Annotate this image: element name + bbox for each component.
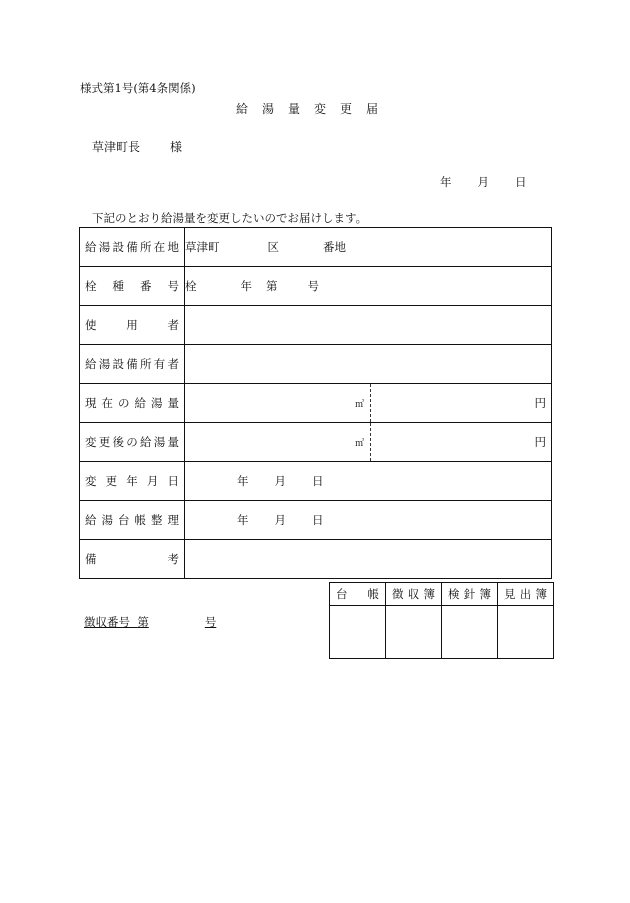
tap-number-field[interactable] [185,267,552,306]
receipt-number [84,614,216,630]
label-char: 台 [336,587,348,601]
tap-go: 号 [307,279,319,293]
label-char: 湯 [151,396,163,410]
table-row [80,384,552,423]
label-char: 給 [85,513,97,527]
label-char: 更 [105,474,118,488]
label-text [80,356,184,372]
label-text [80,239,184,255]
row-label [80,540,185,579]
location-field[interactable] [185,228,552,267]
receipt-prefix: 第 [137,615,149,629]
tap-dai: 第 [266,279,278,293]
stamp-header [386,583,442,606]
date-year: 年 [237,513,249,527]
label-char: 整 [151,513,163,527]
stamp-box-collection[interactable] [386,606,442,659]
label-char: 徴 [392,587,404,601]
label-char: 在 [101,396,113,410]
label-char: 給 [85,240,97,254]
stamp-box-meter[interactable] [442,606,498,659]
label-char: 収 [407,587,420,601]
label-char: 月 [146,474,159,488]
date-day: 日 [312,474,324,488]
table-row [80,423,552,462]
label-text [80,434,184,450]
label-char: 変 [85,474,97,488]
label-char: 現 [85,396,97,410]
table-row [80,228,552,267]
label-char: 給 [140,435,152,449]
label-char: 年 [126,474,138,488]
label-char: 帳 [134,513,146,527]
label-char: 考 [167,552,179,566]
label-char: 簿 [535,587,547,601]
label-char: の [126,435,138,449]
label-char: 所 [140,357,152,371]
table-row [80,345,552,384]
new-volume-field[interactable] [185,423,552,462]
table-row [80,462,552,501]
label-char: 号 [167,279,179,293]
label-char: 者 [167,357,179,371]
stamp-header [442,583,498,606]
tap-year: 年 [240,279,252,293]
honorific: 様 [170,140,183,154]
addressee [92,138,182,155]
row-label [80,501,185,540]
owner-field[interactable] [185,345,552,384]
label-char: 理 [167,513,179,527]
remarks-field[interactable] [185,540,552,579]
label-char: の [118,396,130,410]
user-field[interactable] [185,306,552,345]
row-label [80,345,185,384]
label-text [80,278,184,294]
row-label [80,384,185,423]
label-char: 備 [85,552,97,566]
document-title: 給湯量変更届 [236,102,393,116]
label-char: 設 [112,240,124,254]
unit-cubic-meter: ㎥ [354,438,364,449]
stamp-header [330,583,386,606]
form-table [79,227,552,579]
location-town: 草津町 [185,240,220,254]
addressee-name: 草津町長 [92,140,141,154]
date-month: 月 [274,474,286,488]
label-char: 設 [112,357,124,371]
date-day: 日 [515,175,527,189]
label-char: 使 [85,318,97,332]
unit-cubic-meter: ㎥ [354,399,364,410]
date-year: 年 [440,175,452,189]
label-char: 用 [126,318,138,332]
table-row [80,540,552,579]
label-char: 量 [167,435,179,449]
label-char: 変 [85,435,97,449]
intro-text: 下記のとおり給湯量を変更したいのでお届けします。 [92,211,368,225]
label-char: 在 [153,240,166,254]
label-char: 給 [134,396,146,410]
label-char: 湯 [153,435,166,449]
label-char: 種 [112,279,124,293]
date-month: 月 [477,175,489,189]
label-char: 地 [167,240,179,254]
row-label [80,228,185,267]
date-month: 月 [274,513,286,527]
unit-yen: 円 [534,435,546,449]
ledger-date-field[interactable] [185,501,552,540]
stamp-box-ledger[interactable] [330,606,386,659]
tap-prefix: 栓 [185,279,197,293]
table-row [80,501,552,540]
label-char: 更 [98,435,111,449]
current-volume-field[interactable] [185,384,552,423]
date-year: 年 [237,474,249,488]
label-char: 備 [126,240,138,254]
receipt-label: 徴収番号 [84,615,130,629]
location-ward: 区 [267,240,279,254]
label-char: 針 [463,587,476,601]
label-char: 湯 [101,513,113,527]
label-char: 量 [167,396,179,410]
date-day: 日 [312,513,324,527]
stamp-header [498,583,554,606]
stamp-box-index[interactable] [498,606,554,659]
label-char: 有 [153,357,166,371]
unit-yen: 円 [534,396,546,410]
label-char: 日 [167,474,179,488]
row-label [80,462,185,501]
location-lot: 番地 [323,240,346,254]
change-date-field[interactable] [185,462,552,501]
label-char: 見 [504,587,516,601]
submission-date [440,174,527,190]
label-char: 後 [112,435,124,449]
label-char: 栓 [85,279,97,293]
label-char: 番 [140,279,152,293]
label-text [80,512,184,528]
label-char: 帳 [367,587,379,601]
label-char: 出 [519,587,532,601]
label-char: 者 [167,318,179,332]
label-char: 検 [448,587,460,601]
row-label [80,423,185,462]
label-char: 給 [85,357,97,371]
label-text [80,473,184,489]
row-label [80,306,185,345]
row-label [80,267,185,306]
label-char: 湯 [98,240,111,254]
receipt-suffix: 号 [204,615,217,629]
label-char: 備 [126,357,138,371]
label-char: 所 [140,240,152,254]
label-text [80,551,184,567]
label-char: 台 [118,513,130,527]
form-number: 様式第1号(第4条関係) [80,81,196,95]
label-text [80,317,184,333]
label-char: 湯 [98,357,111,371]
stamp-boxes [329,582,554,659]
table-row [80,267,552,306]
label-char: 簿 [423,587,435,601]
table-row [80,306,552,345]
label-char: 簿 [479,587,491,601]
label-text [80,395,184,411]
